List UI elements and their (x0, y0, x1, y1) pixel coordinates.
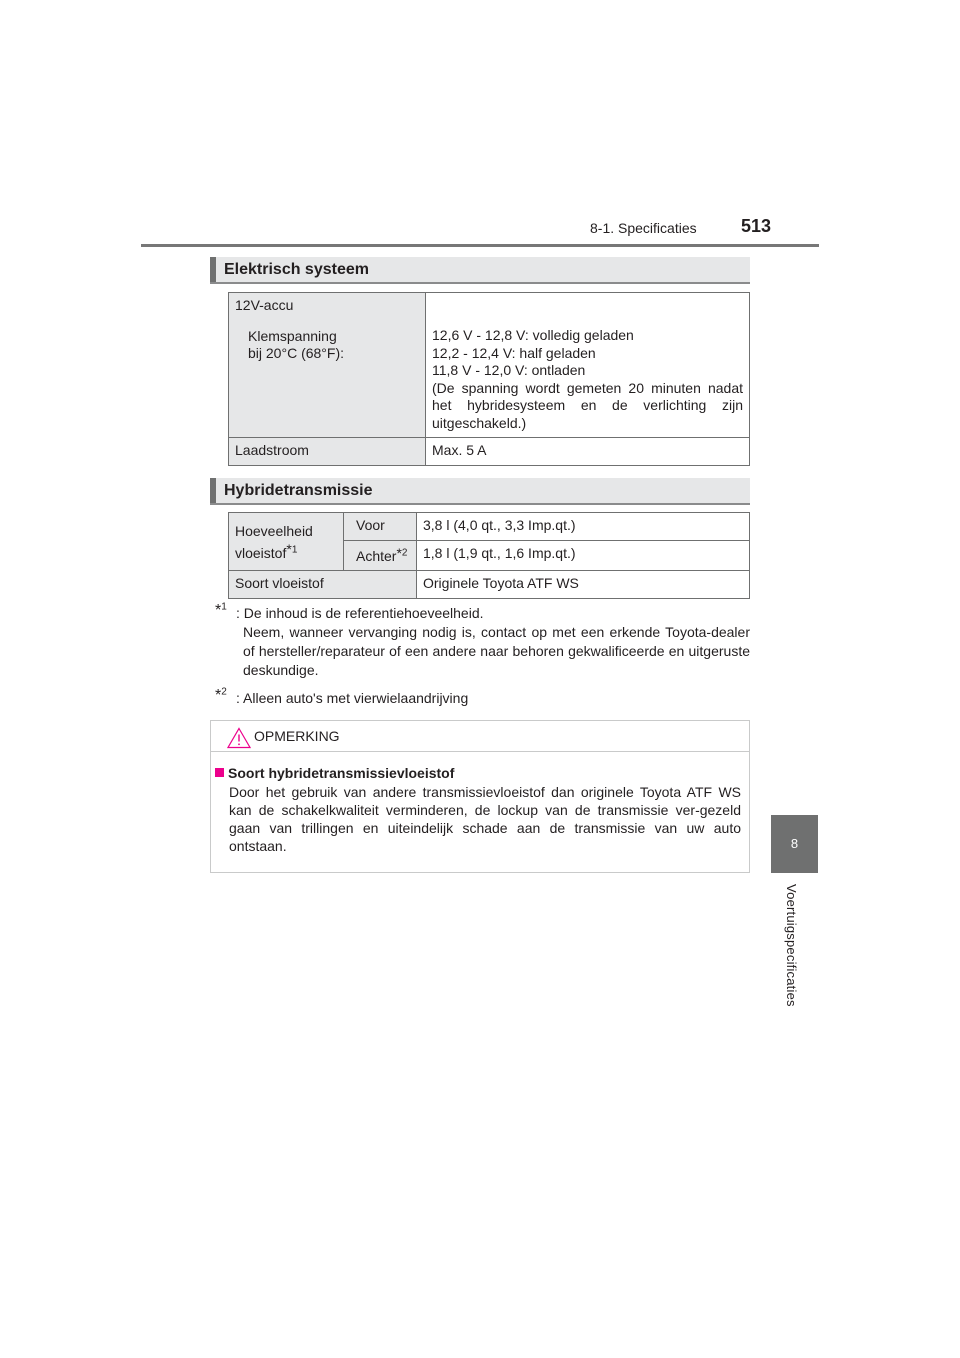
footnote-2 (215, 686, 750, 708)
voltage-label-2: bij 20°C (68°F): (248, 345, 345, 361)
voltage-line: 12,6 V - 12,8 V: volledig geladen (432, 327, 634, 343)
quantity-label-1: Hoeveelheid (235, 523, 313, 539)
notice-header (211, 721, 749, 752)
notice-heading: OPMERKING (254, 728, 340, 744)
voltage-line: 11,8 V - 12,0 V: ontladen (432, 362, 586, 378)
table-row (229, 438, 750, 466)
footnote-mark: *$^1$ (215, 601, 227, 619)
bullet-square-icon (215, 768, 224, 777)
warning-triangle-icon (227, 727, 251, 749)
quantity-label-2: vloeistof (235, 544, 287, 561)
footnote-ref: 1 (291, 543, 298, 555)
chapter-number: 8 (790, 836, 799, 851)
electrical-spec-table (228, 292, 750, 466)
front-value: 3,8 l (4,0 qt., 3,3 Imp.qt.) (423, 517, 576, 533)
footnote-1-line2: Neem, wanneer vervanging nodig is, contact op met een erkende Toyota-dealer of hersteller/reparateur of een andere naar behoren gekwalificeerde en uitgeruste deskundige. (243, 624, 750, 678)
battery-label: 12V-accu (235, 297, 294, 313)
header-section-title: 8-1. Specificaties (590, 220, 697, 236)
section-heading-text: Elektrisch systeem (224, 261, 369, 278)
transmission-spec-table (228, 512, 750, 599)
chapter-title: Voertuigspecificaties (784, 884, 799, 1007)
table-row (229, 513, 750, 541)
page-number: 513 (741, 216, 772, 236)
voltage-label-1: Klemspanning (248, 327, 337, 344)
footnote-star: * (396, 545, 402, 561)
front-label-cell (344, 513, 417, 541)
fluid-type-label: Soort vloeistof (235, 574, 324, 591)
notice-title (215, 765, 454, 781)
table-row (229, 293, 750, 438)
notice-body: Door het gebruik van andere transmissievloeistof dan originele Toyota ATF WS kan de schakelkwaliteit verminderen, de lockup van de transmissie ver-gezeld gaan van trillingen en uiteindelijk schade aan de transmissie van uw auto ontstaan. (229, 784, 741, 854)
charge-value: Max. 5 A (432, 442, 487, 458)
rear-value: 1,8 l (1,9 qt., 1,6 Imp.qt.) (423, 545, 576, 561)
front-value-cell (417, 513, 750, 541)
footnote-1-line1: : De inhoud is de referentiehoeveelheid. (236, 605, 484, 621)
chapter-tab (771, 815, 818, 873)
section-heading-electrical (210, 257, 750, 284)
footnote-ref: 2 (401, 547, 408, 559)
fluid-type-value: Originele Toyota ATF WS (423, 574, 579, 591)
quantity-label-cell (229, 513, 344, 571)
notice-title-text: Soort hybridetransmissievloeistof (228, 765, 455, 781)
charge-label: Laadstroom (235, 442, 309, 458)
section-heading-transmission (210, 478, 750, 505)
table-row (229, 570, 750, 598)
notice-box (210, 720, 750, 873)
voltage-value-cell (426, 293, 750, 438)
battery-label-cell (229, 293, 426, 438)
voltage-line: 12,2 - 12,4 V: half geladen (432, 344, 596, 361)
footnote-mark: *$^2$ (215, 686, 227, 704)
front-label: Voor (356, 517, 385, 533)
fluid-type-value-cell (417, 570, 750, 598)
header-rule (141, 244, 819, 247)
rear-label-cell (344, 541, 417, 571)
section-heading-text: Hybridetransmissie (224, 482, 373, 499)
rear-value-cell (417, 541, 750, 571)
fluid-type-label-cell (229, 570, 417, 598)
footnote-2-line1: : Alleen auto's met vierwielaandrijving (236, 690, 469, 706)
voltage-note: (De spanning wordt gemeten 20 minuten nadat het hybridesysteem en de verlichting zijn uitgeschakeld.) (432, 379, 743, 431)
footnote-star: * (286, 540, 292, 557)
rear-label: Achter (356, 548, 397, 564)
footnote-1 (215, 601, 750, 680)
charge-label-cell (229, 438, 426, 466)
charge-value-cell (426, 438, 750, 466)
